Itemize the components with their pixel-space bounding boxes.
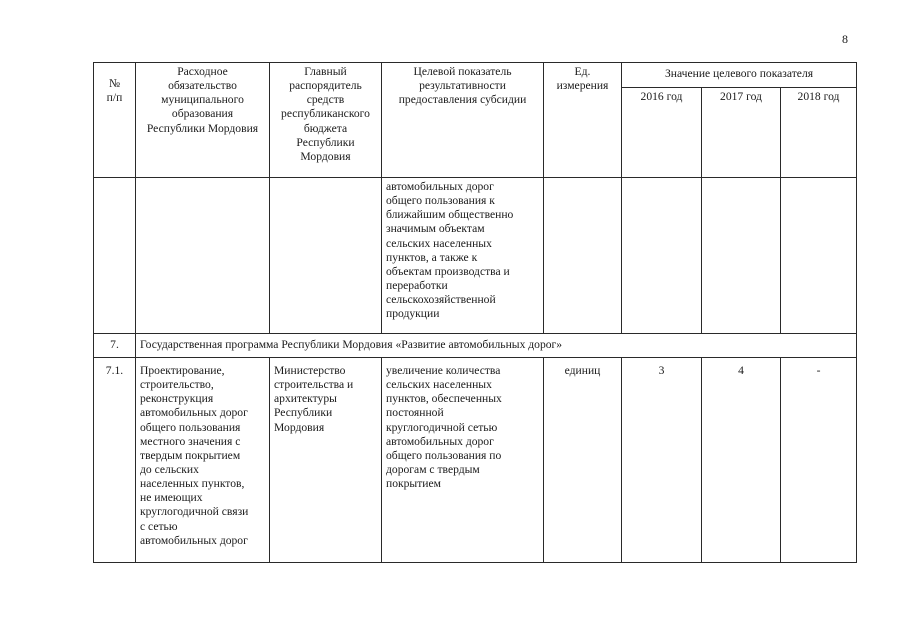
header-values: Значение целевого показателя [622,63,857,88]
row-value-2017 [702,178,781,334]
header-unit: Ед. измерения [544,63,622,178]
table-row [94,358,857,563]
section-row [94,334,857,358]
row-obligation: Проектирование, строительство, реконструкция автомобильных дорог общего пользования местного значения с твердым покрытием до сельских населенных пунктов, не имеющих круглогодичной связи с сетью автомобильных дорог [136,358,270,563]
row-indicator: автомобильных дорог общего пользования к ближайшим общественно значимым объектам сельских населенных пунктов, а также к объектам производства и переработки сельскохозяйственной продукции [382,178,544,334]
table-row [94,178,857,334]
page-number: 8 [842,32,848,46]
section-title: Государственная программа Республики Мордовия «Развитие автомобильных дорог» [136,334,857,358]
row-indicator: увеличение количества сельских населенных пунктов, обеспеченных постоянной круглогодичной сетью автомобильных дорог общего пользования по дорогам с твердым покрытием [382,358,544,563]
row-manager: Министерство строительства и архитектуры Республики Мордовия [270,358,382,563]
row-manager [270,178,382,334]
row-unit [544,178,622,334]
row-unit: единиц [544,358,622,563]
header-manager: Главный распорядитель средств республиканского бюджета Республики Мордовия [270,63,382,178]
row-value-2018 [781,178,857,334]
header-indicator: Целевой показатель результативности предоставления субсидии [382,63,544,178]
header-obligation: Расходное обязательство муниципального образования Республики Мордовия [136,63,270,178]
subsidy-indicator-table [93,62,857,563]
section-num: 7. [94,334,136,358]
header-year-2018: 2018 год [781,88,857,178]
row-num: 7.1. [94,358,136,563]
row-value-2017: 4 [702,358,781,563]
header-year-2016: 2016 год [622,88,702,178]
header-num: № п/п [94,63,136,178]
header-row-1 [94,63,857,88]
row-num [94,178,136,334]
row-value-2016: 3 [622,358,702,563]
row-value-2016 [622,178,702,334]
header-year-2017: 2017 год [702,88,781,178]
row-value-2018: - [781,358,857,563]
row-obligation [136,178,270,334]
